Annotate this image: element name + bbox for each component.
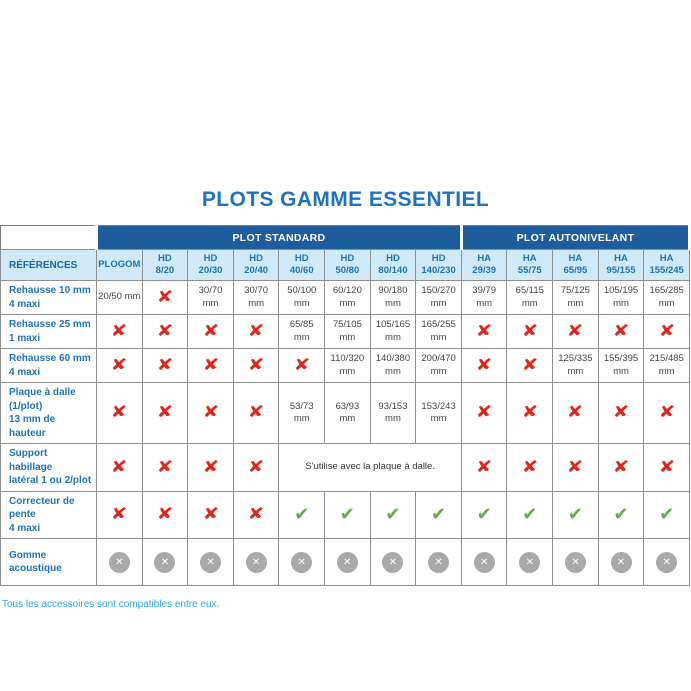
cross-icon: ✘ (521, 403, 539, 422)
column-header: HA 55/75 (507, 250, 553, 281)
not-available-icon: ✕ (474, 552, 495, 573)
cross-icon: ✘ (156, 457, 174, 477)
check-icon: ✔ (431, 503, 447, 525)
cell: 140/380 mm (370, 349, 416, 383)
cross-icon: ✘ (658, 457, 676, 477)
page-title: PLOTS GAMME ESSENTIEL (201, 188, 490, 211)
cell (233, 444, 279, 492)
cell: 75/125 mm (553, 281, 599, 315)
cross-icon: ✘ (110, 403, 128, 422)
note-cell: S'utilise avec la plaque à dalle. (279, 444, 461, 492)
cell (370, 539, 416, 586)
cell (142, 349, 188, 383)
group-header-row (1, 226, 690, 250)
cell: 30/70 mm (188, 281, 234, 315)
table-row (1, 281, 690, 315)
cross-icon: ✘ (110, 457, 128, 477)
cell (188, 444, 234, 492)
cross-icon: ✘ (247, 457, 265, 477)
cell (507, 315, 553, 349)
group-header-plot-standard: PLOT STANDARD (97, 226, 462, 250)
cell: 75/105 mm (325, 315, 371, 349)
not-available-icon: ✕ (519, 552, 540, 573)
cross-icon: ✘ (612, 403, 630, 422)
cell: 65/115 mm (507, 281, 553, 315)
cell: 165/285 mm (644, 281, 690, 315)
table-row (1, 349, 690, 383)
cross-icon: ✘ (475, 457, 493, 477)
cell: 125/335 mm (553, 349, 599, 383)
corner-cell (1, 226, 97, 250)
cross-icon: ✘ (202, 321, 219, 341)
table-row (1, 491, 690, 539)
cross-icon: ✘ (521, 355, 539, 375)
cross-icon: ✘ (658, 403, 676, 422)
cross-icon: ✘ (612, 321, 630, 341)
cross-icon: ✘ (247, 504, 265, 524)
cell: 155/395 mm (598, 349, 644, 383)
cell (598, 444, 644, 492)
cross-icon: ✘ (156, 287, 174, 307)
cross-icon: ✘ (156, 355, 174, 375)
cross-icon: ✘ (475, 321, 493, 341)
cell: 165/255 mm (416, 315, 462, 349)
not-available-icon: ✕ (246, 552, 267, 573)
cell: 63/93 mm (325, 383, 371, 444)
cross-icon: ✘ (110, 321, 128, 341)
row-label: Plaque à dalle (1/plot) 13 mm de hauteur (1, 383, 97, 444)
cross-icon: ✘ (202, 504, 219, 524)
cross-icon: ✘ (247, 403, 265, 422)
cell: 215/485 mm (644, 349, 690, 383)
cell: 200/470 mm (416, 349, 462, 383)
column-header-row (1, 250, 690, 281)
cell (598, 539, 644, 586)
cross-icon: ✘ (247, 355, 265, 375)
check-icon: ✔ (339, 503, 355, 525)
cell: 20/50 mm (97, 281, 143, 315)
cell: 60/120 mm (325, 281, 371, 315)
cell: 110/320 mm (325, 349, 371, 383)
cell (553, 315, 599, 349)
cross-icon: ✘ (202, 403, 219, 422)
column-header: PLOGOM (97, 250, 143, 281)
cell: 150/270 mm (416, 281, 462, 315)
cross-icon: ✘ (612, 457, 630, 477)
cell (279, 491, 325, 539)
cell (461, 315, 507, 349)
column-header: HA 155/245 (644, 250, 690, 281)
cell: 39/79 mm (461, 281, 507, 315)
cell (233, 349, 279, 383)
cell: 30/70 mm (233, 281, 279, 315)
group-header-plot-autonivelant: PLOT AUTONIVELANT (461, 226, 689, 250)
cell (188, 315, 234, 349)
cell: 53/73 mm (279, 383, 325, 444)
check-icon: ✔ (659, 503, 675, 525)
cell: 105/195 mm (598, 281, 644, 315)
column-header: HD 50/80 (325, 250, 371, 281)
cell (142, 281, 188, 315)
cell (507, 349, 553, 383)
cell: 93/153 mm (370, 383, 416, 444)
cell (279, 349, 325, 383)
cell (507, 444, 553, 492)
cell (416, 539, 462, 586)
cross-icon: ✘ (567, 403, 584, 422)
not-available-icon: ✕ (154, 552, 175, 573)
cell (644, 383, 690, 444)
not-available-icon: ✕ (565, 552, 586, 573)
table-row (1, 539, 690, 586)
cell (461, 539, 507, 586)
cross-icon: ✘ (110, 355, 128, 375)
references-header: RÉFÉRENCES (1, 250, 97, 281)
cell (598, 491, 644, 539)
cross-icon: ✘ (567, 321, 584, 341)
cell (142, 539, 188, 586)
check-icon: ✔ (522, 503, 538, 525)
cell (97, 539, 143, 586)
column-header: HD 80/140 (370, 250, 416, 281)
cell (97, 383, 143, 444)
footer-note: Tous les accessoires sont compatibles entre eux. (2, 599, 220, 610)
check-icon: ✔ (613, 503, 629, 525)
row-label: Rehausse 10 mm 4 maxi (1, 281, 97, 315)
row-label: Support habillage latéral 1 ou 2/plot (1, 444, 97, 492)
cell (461, 383, 507, 444)
table-row (1, 444, 690, 492)
check-icon: ✔ (294, 503, 310, 525)
cell (598, 315, 644, 349)
column-header: HD 140/230 (416, 250, 462, 281)
cell (279, 539, 325, 586)
cell: 50/100 mm (279, 281, 325, 315)
cell (188, 349, 234, 383)
not-available-icon: ✕ (291, 552, 312, 573)
cell: 65/85 mm (279, 315, 325, 349)
cell (553, 383, 599, 444)
table-row (1, 315, 690, 349)
cell (142, 491, 188, 539)
cross-icon: ✘ (567, 457, 584, 477)
not-available-icon: ✕ (428, 552, 449, 573)
cross-icon: ✘ (110, 504, 128, 524)
column-header: HD 40/60 (279, 250, 325, 281)
cell (325, 491, 371, 539)
cross-icon: ✘ (521, 321, 539, 341)
cell (97, 444, 143, 492)
cell (461, 349, 507, 383)
cell (142, 444, 188, 492)
cell (97, 349, 143, 383)
cell: 105/165 mm (370, 315, 416, 349)
cell (188, 539, 234, 586)
column-header: HD 8/20 (142, 250, 188, 281)
cell (233, 315, 279, 349)
not-available-icon: ✕ (200, 552, 221, 573)
cross-icon: ✘ (293, 355, 311, 375)
cell (507, 383, 553, 444)
check-icon: ✔ (567, 503, 583, 525)
cell (97, 315, 143, 349)
cross-icon: ✘ (156, 321, 174, 341)
cell (233, 383, 279, 444)
column-header: HD 20/40 (233, 250, 279, 281)
column-header: HA 95/155 (598, 250, 644, 281)
cell (188, 491, 234, 539)
cell (598, 383, 644, 444)
cell (97, 491, 143, 539)
cell (370, 491, 416, 539)
cell: 153/243 mm (416, 383, 462, 444)
cell (644, 539, 690, 586)
cross-icon: ✘ (156, 504, 174, 524)
cell (553, 444, 599, 492)
column-header: HD 20/30 (188, 250, 234, 281)
table-row (1, 383, 690, 444)
cell (553, 491, 599, 539)
not-available-icon: ✕ (611, 552, 632, 573)
cell (507, 491, 553, 539)
row-label: Rehausse 60 mm 4 maxi (1, 349, 97, 383)
cell (461, 491, 507, 539)
row-label: Rehausse 25 mm 1 maxi (1, 315, 97, 349)
cell (644, 315, 690, 349)
cell (325, 539, 371, 586)
row-label: Correcteur de pente 4 maxi (1, 491, 97, 539)
cell (644, 444, 690, 492)
cross-icon: ✘ (202, 457, 219, 477)
cell (142, 383, 188, 444)
cell (233, 539, 279, 586)
cell (644, 491, 690, 539)
cell (553, 539, 599, 586)
cross-icon: ✘ (475, 355, 493, 375)
column-header: HA 65/95 (553, 250, 599, 281)
row-label: Gomme acoustique (1, 539, 97, 586)
cell (142, 315, 188, 349)
check-icon: ✔ (385, 503, 401, 525)
not-available-icon: ✕ (656, 552, 677, 573)
cell (461, 444, 507, 492)
column-header: HA 29/39 (461, 250, 507, 281)
cell (416, 491, 462, 539)
not-available-icon: ✕ (382, 552, 403, 573)
cross-icon: ✘ (475, 403, 493, 422)
compatibility-table (0, 225, 691, 586)
cross-icon: ✘ (156, 403, 174, 422)
cell (188, 383, 234, 444)
not-available-icon: ✕ (337, 552, 358, 573)
cross-icon: ✘ (658, 321, 676, 341)
cross-icon: ✘ (247, 321, 265, 341)
cell: 90/180 mm (370, 281, 416, 315)
cross-icon: ✘ (202, 355, 219, 375)
cross-icon: ✘ (521, 457, 539, 477)
not-available-icon: ✕ (109, 552, 130, 573)
check-icon: ✔ (476, 503, 492, 525)
cell (507, 539, 553, 586)
cell (233, 491, 279, 539)
